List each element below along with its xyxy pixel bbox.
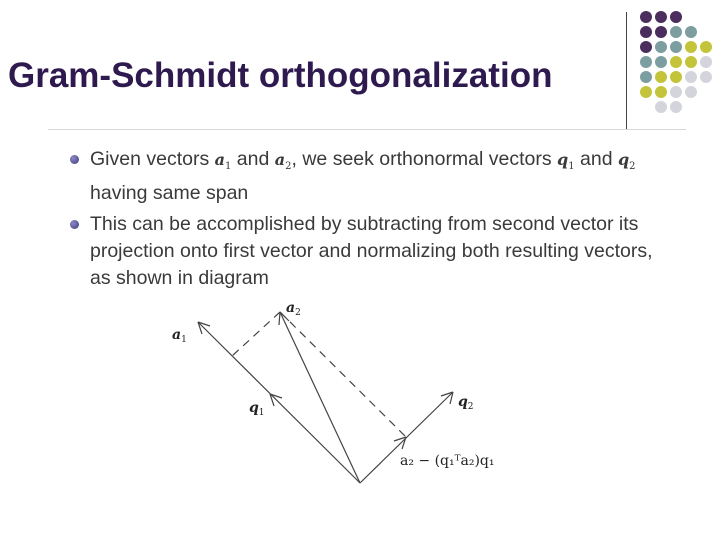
bullet-text: , we seek orthonormal vectors xyxy=(291,148,558,170)
vector-a1-line xyxy=(198,322,360,483)
decor-dot xyxy=(655,41,667,53)
decor-dot xyxy=(700,71,712,83)
gram-schmidt-diagram xyxy=(160,290,560,495)
decor-dot xyxy=(655,86,667,98)
label-q2: $q_2$ xyxy=(458,394,474,412)
decor-dot xyxy=(670,26,682,38)
label-q1: $q_1$ xyxy=(249,400,265,418)
decor-dot xyxy=(685,26,697,38)
bullet-item xyxy=(70,146,660,207)
decor-dot xyxy=(670,11,682,23)
decor-dot xyxy=(640,86,652,98)
decor-dot xyxy=(655,101,667,113)
decor-dot xyxy=(655,26,667,38)
header-horizontal-divider xyxy=(48,129,686,130)
bullet-text: and xyxy=(574,148,618,170)
decor-dot xyxy=(670,71,682,83)
slide-title: Gram-Schmidt orthogonalization xyxy=(8,56,553,95)
decor-dot xyxy=(640,11,652,23)
label-a1: $a_1$ xyxy=(172,327,187,345)
decor-dot xyxy=(655,11,667,23)
residual-dashed-line xyxy=(280,312,406,437)
math-q1: $q_1$ xyxy=(557,150,575,173)
decor-dot xyxy=(670,101,682,113)
math-a1: $a_1$ xyxy=(214,150,232,173)
bullet-text: This can be accomplished by subtracting from second vector its projection onto first vector and normalizing both resulting vectors, as shown in diagram xyxy=(90,213,653,290)
decor-dot xyxy=(685,86,697,98)
decor-dot xyxy=(655,71,667,83)
decor-dot xyxy=(700,56,712,68)
bullet-item xyxy=(70,211,660,292)
decor-dot xyxy=(700,41,712,53)
decor-dot xyxy=(640,56,652,68)
bullet-dot-icon xyxy=(70,155,79,164)
bullet-dot-icon xyxy=(70,220,79,229)
decor-dot xyxy=(685,71,697,83)
projection-dashed-line xyxy=(232,312,280,356)
bullet-text: and xyxy=(231,148,275,170)
decor-dot xyxy=(640,26,652,38)
bullet-text: having same span xyxy=(90,182,249,205)
decor-dot xyxy=(670,86,682,98)
label-residual: a₂ − (q₁ᵀa₂)q₁ xyxy=(400,453,495,469)
decor-dot xyxy=(640,71,652,83)
bullet-text: Given vectors xyxy=(90,148,215,170)
decor-dot xyxy=(655,56,667,68)
decor-dot xyxy=(685,41,697,53)
decor-dot xyxy=(685,56,697,68)
header-vertical-divider xyxy=(626,12,627,130)
decor-dot xyxy=(640,41,652,53)
math-a2: $a_2$ xyxy=(274,150,292,173)
label-a2: $a_2$ xyxy=(286,300,301,318)
decor-dot xyxy=(670,56,682,68)
math-q2: $q_2$ xyxy=(617,150,636,173)
decor-dot xyxy=(670,41,682,53)
vector-a2-line xyxy=(280,312,360,483)
bullet-list xyxy=(70,146,660,296)
